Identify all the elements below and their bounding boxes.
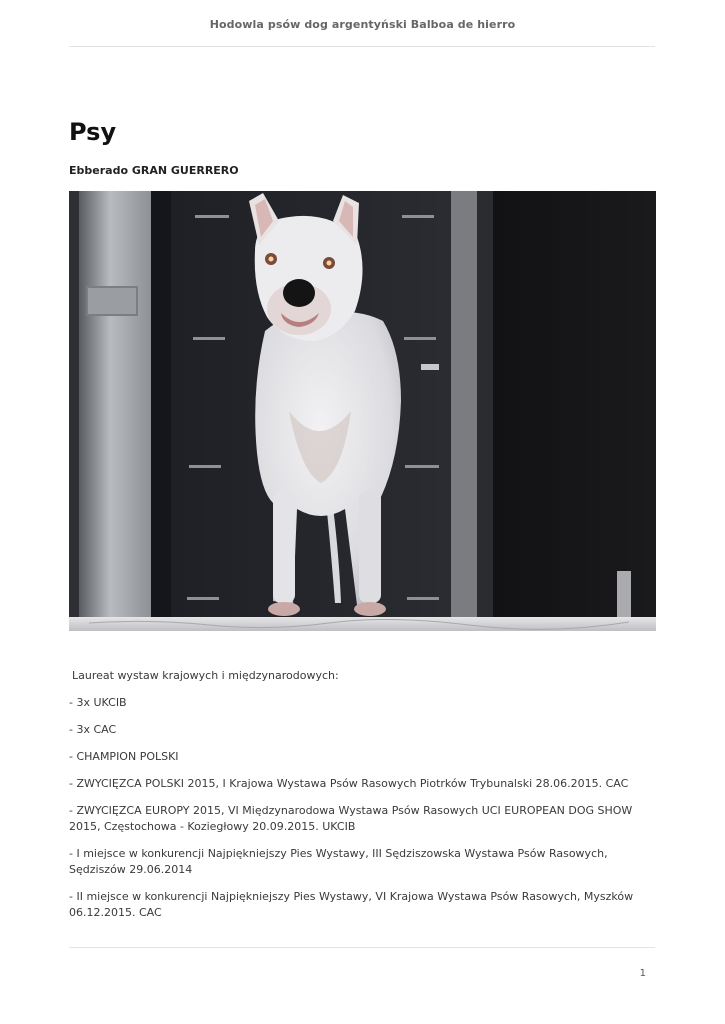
achievements-intro: Laureat wystaw krajowych i międzynarodowych:: [72, 669, 339, 682]
dog-name: Ebberado GRAN GUERRERO: [69, 164, 239, 177]
achievement-item: - I miejsce w konkurencji Najpiękniejszy Pies Wystawy, III Sędziszowska Wystawa Psów Rasowych, Sędziszów 29.06.2014: [69, 847, 608, 876]
achievement-item: - 3x CAC: [69, 723, 117, 736]
achievement-item: - 3x UKCIB: [69, 696, 127, 709]
footer-divider: [69, 947, 655, 948]
achievement-item: - ZWYCIĘZCA POLSKI 2015, I Krajowa Wystawa Psów Rasowych Piotrków Trybunalski 28.06.2015. CAC: [69, 777, 629, 790]
dog-achievements: [69, 668, 655, 932]
achievement-item: - CHAMPION POLSKI: [69, 750, 179, 763]
achievement-item: - II miejsce w konkurencji Najpiękniejszy Pies Wystawy, VI Krajowa Wystawa Psów Rasowych, Myszków 06.12.2015. CAC: [69, 890, 634, 919]
page-number: 1: [639, 968, 646, 979]
site-header-title: Hodowla psów dog argentyński Balboa de hierro: [209, 18, 516, 31]
achievement-item: - ZWYCIĘZCA EUROPY 2015, VI Międzynarodowa Wystawa Psów Rasowych UCI EUROPEAN DOG SHOW 2015, Częstochowa - Koziegłowy 20.09.2015. UKCIB: [69, 804, 633, 833]
dog-photo-illustration: [69, 191, 656, 631]
page-title: Psy: [69, 118, 117, 146]
header-divider: [69, 46, 655, 47]
dog-photo: [69, 191, 656, 631]
